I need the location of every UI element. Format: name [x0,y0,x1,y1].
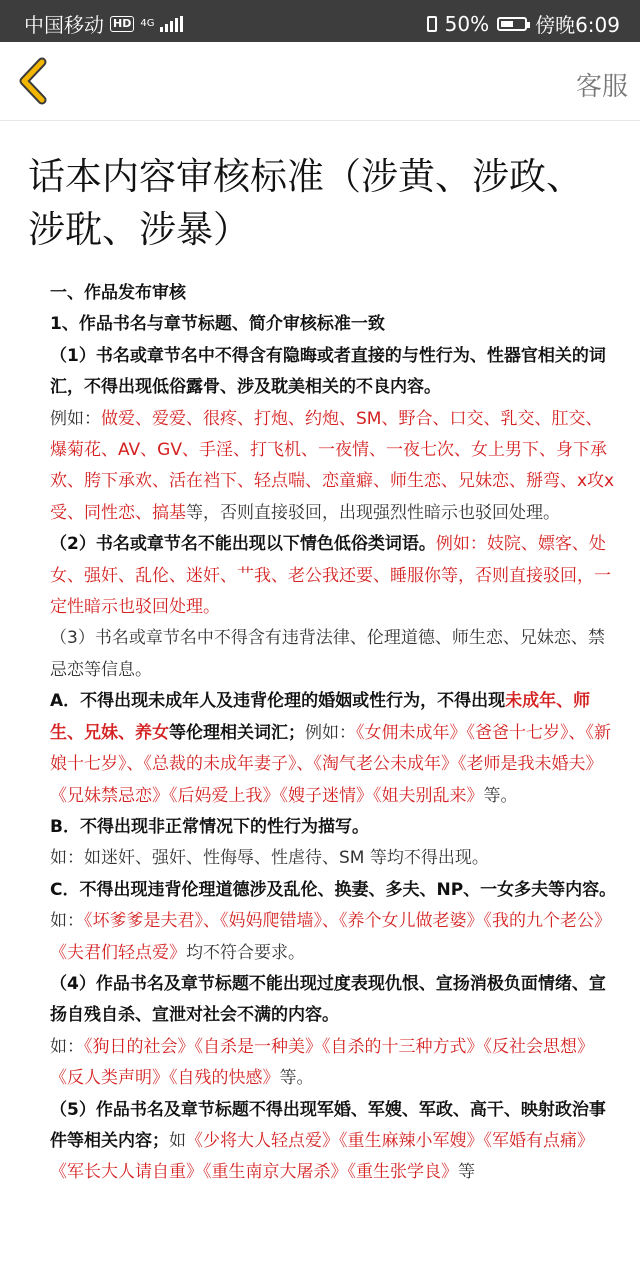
page-title: 话本内容审核标准（涉黄、涉政、涉耽、涉暴） [28,155,583,251]
rule-a-keywords: 未成年、师生、兄妹、养女 [50,691,591,743]
rule-paragraph-4: （4）作品书名及章节标题不能出现过度表现仇恨、宣扬消极负面情绪、宣扬自残自杀、宣泄对社会不满的内容。 [50,973,606,1026]
rule-4-titles: 《狗日的社会》《自杀是一种美》《自杀的十三种方式》《反社会思想》《反人类声明》《自残的快感》 [50,1036,594,1089]
rule-5-heading: （5）作品书名及章节标题不得出现军婚、军嫂、军政、高干、映射政治事件等相关内容； [50,1099,606,1151]
rule-5-tail: 等 [458,1162,475,1183]
article-body [28,150,618,1189]
network-label: 4G [140,17,155,29]
carrier-label: 中国移动 [24,13,104,37]
status-bar [0,0,640,42]
rule-5-titles: 《少将大人轻点爱》《重生麻辣小军嫂》《军婚有点痛》《军长大人请自重》《重生南京大屠杀》《重生张学良》 [50,1130,594,1183]
battery-icon [497,17,527,31]
rule-a-tail: 等。 [483,785,518,806]
rule-paragraph-2 [50,529,618,623]
back-button[interactable] [14,56,58,106]
rule-5-label: 如 [169,1130,186,1151]
rule-4-label: 如： [50,1036,84,1057]
battery-percent: 50% [444,11,490,36]
rule-paragraph-c: C．不得出现违背伦理道德涉及乱伦、换妻、多夫、NP、一女多夫等内容。 [50,879,617,900]
rule-b-examples: 如：如迷奸、强奸、性侮辱、性虐待、SM 等均不得出现。 [50,848,489,869]
rule-a-heading-2: 等伦理相关词汇； [169,722,305,743]
chevron-left-icon [14,56,58,106]
hd-badge: HD [110,16,134,32]
rule-paragraph-1: （1）书名或章节名中不得含有隐晦或者直接的与性行为、性器官相关的词汇，不得出现低俗露骨、涉及耽美相关的不良内容。 [50,345,606,398]
example-label: 例如： [50,408,101,429]
rule-paragraph-5 [50,1095,618,1189]
nav-bar [0,42,640,121]
section-heading: 一、作品发布审核 [50,283,186,303]
rule-4-examples [50,1032,618,1095]
signal-icon [160,16,183,32]
banned-words: 做爱、爱爱、很疼、打炮、约炮、SM、野合、口交、乳交、肛交、爆菊花、AV、GV、手淫、打飞机、一夜情、一夜七次、女上男下、身下承欢、胯下承欢、活在裆下、轻点喘、恋童癖、师生恋、兄妹恋、掰弯、x攻x受、同性恋、搞基 [50,408,615,523]
rule-paragraph-3: （3）书名或章节名中不得含有违背法律、伦理道德、师生恋、兄妹恋、禁忌恋等信息。 [50,628,605,680]
rule-a-examples: 《女佣未成年》《爸爸十七岁》、《新娘十七岁》、《总裁的未成年妻子》、《淘气老公未成年》《老师是我未婚夫》《兄妹禁忌恋》《后妈爱上我》《嫂子迷情》《姐夫别乱来》 [50,722,611,806]
example-tail: 等，否则直接驳回，出现强烈性暗示也驳回处理。 [186,502,560,523]
rule-c-examples [50,906,618,969]
rule-4-tail: 等。 [279,1068,314,1089]
rule-a-label: 例如： [305,722,356,743]
rule-c-titles: 《坏爹爹是夫君》、《妈妈爬错墙》、《养个女儿做老婆》《我的九个老公》《夫君们轻点爱》 [50,911,611,963]
rule-example-1 [50,404,618,530]
rule-2-examples: 例如：妓院、嫖客、处女、强奸、乱伦、迷奸、艹我、老公我还要、睡服你等，否则直接驳回，一定性暗示也驳回处理。 [50,534,611,618]
rule-c-tail: 均不符合要求。 [186,942,305,963]
rule-paragraph-b: B．不得出现非正常情况下的性行为描写。 [50,816,369,837]
rule-2-heading: （2）书名或章节名不能出现以下情色低俗类词语。 [50,534,436,555]
clock: 傍晚6:09 [535,13,620,37]
subsection-heading: 1、作品书名与章节标题、简介审核标准一致 [50,314,385,335]
rule-paragraph-a [50,686,618,812]
vibrate-icon [427,16,437,32]
rule-a-heading: A．不得出现未成年人及违背伦理的婚姻或性行为，不得出现 [50,691,506,712]
rule-c-label: 如： [50,911,84,932]
customer-service-link[interactable]: 客服 [575,72,628,102]
